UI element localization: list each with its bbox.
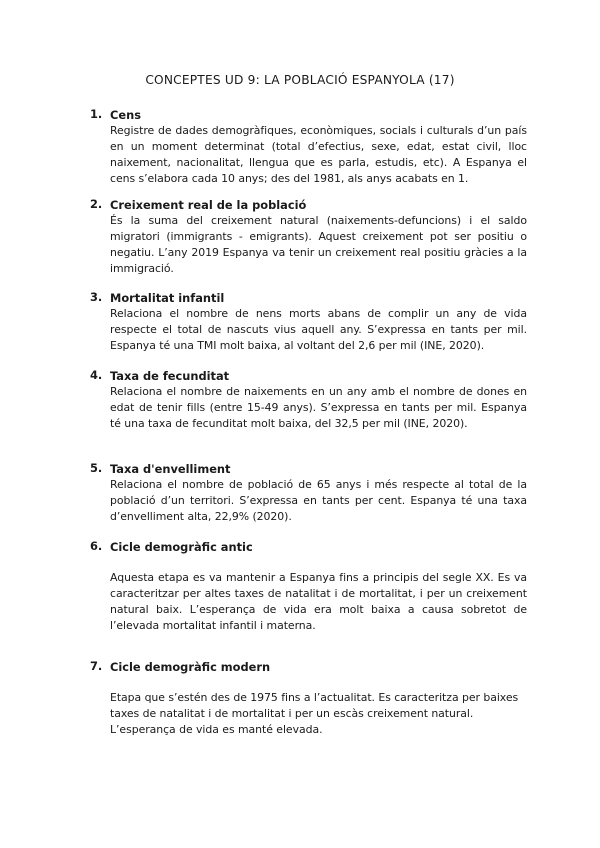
item-number: 7. — [90, 659, 103, 673]
item-heading: Cicle demogràfic antic — [110, 540, 253, 554]
item-heading: Taxa de fecunditat — [110, 369, 230, 383]
concept-item-mortalitat-infantil — [90, 290, 527, 354]
item-heading: Creixement real de la població — [110, 198, 307, 212]
item-number: 1. — [90, 107, 103, 121]
item-heading: Mortalitat infantil — [110, 291, 225, 305]
item-text: Registre de dades demogràfiques, econòmiques, socials i culturals d’un país en un moment determinat (total d’efectius, sexe, edat, estat civil, lloc naixement, nacionalitat, llengua que es parla, estudis, etc). A Espanya el cens s’elabora cada 10 anys; des del 1981, als anys acabats en 1. — [110, 124, 527, 185]
item-text: Relaciona el nombre de població de 65 anys i més respecte al total de la població d’un territori. S’expressa en tants per cent. Espanya té una taxa d’envelliment alta, 22,9% (2020). — [110, 478, 527, 523]
item-text: És la suma del creixement natural (naixements-defuncions) i el saldo migratori (immigrants - emigrants). Aquest creixement pot ser positiu o negatiu. L’any 2019 Espanya va tenir un creixement real positiu gràcies a la immigració. — [110, 214, 527, 275]
page-title: CONCEPTES UD 9: LA POBLACIÓ ESPANYOLA (17) — [145, 73, 455, 87]
concept-item-taxa-fecunditat — [90, 368, 527, 432]
concept-item-taxa-envelliment — [90, 461, 527, 525]
item-number: 3. — [90, 290, 103, 304]
item-number: 5. — [90, 461, 103, 475]
item-heading: Cens — [110, 108, 141, 122]
item-text: Relaciona el nombre de nens morts abans de complir un any de vida respecte el total de nascuts vius aquell any. S’expressa en tants per mil. Espanya té una TMI molt baixa, al voltant del 2,6 per mil (INE, 2020). — [110, 307, 527, 352]
item-number: 2. — [90, 197, 103, 211]
item-number: 4. — [90, 368, 103, 382]
concept-item-cens — [90, 107, 527, 187]
concept-item-creixement-real — [90, 197, 527, 277]
item-text: Relaciona el nombre de naixements en un any amb el nombre de dones en edat de tenir fills (entre 15-49 anys). S’expressa en tants per mil. Espanya té una taxa de fecunditat molt baixa, del 32,5 per mil (INE, 2020). — [110, 385, 527, 430]
concept-item-cicle-modern — [90, 659, 527, 738]
item-text: Etapa que s’estén des de 1975 fins a l’actualitat. Es caracteritza per baixes taxes de natalitat i de mortalitat i per un escàs creixement natural. L’esperança de vida es manté elevada. — [110, 691, 519, 736]
item-text: Aquesta etapa es va mantenir a Espanya fins a principis del segle XX. Es va caracteritzar per altes taxes de natalitat i de mortalitat, i per un creixement natural baix. L’esperança de vida era molt baixa a causa sobretot de l’elevada mortalitat infantil i materna. — [110, 571, 527, 632]
item-heading: Cicle demogràfic modern — [110, 660, 271, 674]
item-number: 6. — [90, 539, 103, 553]
concept-item-cicle-antic — [90, 539, 527, 634]
item-heading: Taxa d'envelliment — [110, 462, 231, 476]
